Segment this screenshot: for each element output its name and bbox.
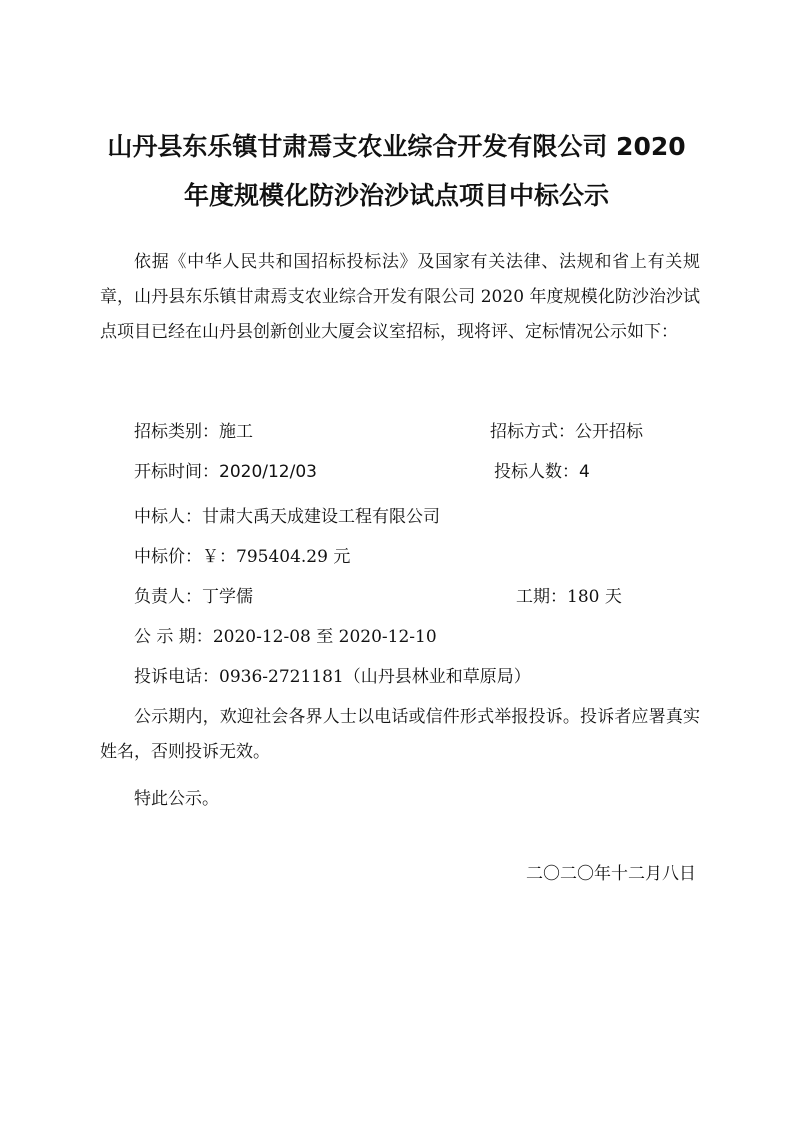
complaint-label: 投诉电话：	[134, 667, 219, 687]
closing-text: 特此公示。	[134, 789, 219, 809]
duration-value: 180 天	[567, 587, 622, 607]
manager-value: 丁学儒	[202, 587, 253, 607]
document-title-line2: 年度规模化防沙治沙试点项目中标公示	[183, 181, 609, 210]
notice-paragraph: 公示期内，欢迎社会各界人士以电话或信件形式举报投诉。投诉者应署真实姓名，否则投诉无效。	[100, 707, 700, 762]
intro-paragraph: 依据《中华人民共和国招标投标法》及国家有关法律、法规和省上有关规章，山丹县东乐镇甘肃焉支农业综合开发有限公司 2020 年度规模化防沙治沙试点项目已经在山丹县创新创业大厦会议室招标，现将评、定标情况公示如下：	[100, 252, 700, 342]
manager	[134, 586, 253, 608]
open-time-value: 2020/12/03	[219, 462, 317, 482]
duration	[516, 586, 622, 608]
bid-category-label: 招标类别：	[134, 422, 219, 442]
winner-value: 甘肃大禹天成建设工程有限公司	[202, 507, 440, 527]
bidder-count-label: 投标人数：	[494, 462, 579, 482]
duration-label: 工期：	[516, 587, 567, 607]
period-label: 公 示 期：	[134, 627, 213, 647]
price-value: ￥：795404.29 元	[202, 547, 351, 567]
complaint-value: 0936-2721181（山丹县林业和草原局）	[219, 667, 531, 687]
bidder-count	[494, 461, 590, 483]
winner-label: 中标人：	[134, 507, 202, 527]
publicity-period	[134, 626, 437, 648]
bid-category-value: 施工	[219, 422, 253, 442]
complaint-phone	[134, 666, 531, 688]
manager-label: 负责人：	[134, 587, 202, 607]
bid-method-label: 招标方式：	[490, 422, 575, 442]
bidder-count-value: 4	[579, 462, 590, 482]
period-value: 2020-12-08 至 2020-12-10	[212, 627, 437, 647]
document-title-line1: 山丹县东乐镇甘肃焉支农业综合开发有限公司 2020	[107, 132, 686, 161]
open-time	[134, 461, 317, 483]
bid-category	[134, 421, 253, 443]
bid-method-value: 公开招标	[575, 422, 643, 442]
bid-method	[490, 421, 643, 443]
winner	[134, 506, 440, 528]
price-label: 中标价：	[134, 547, 202, 567]
winning-price	[134, 546, 350, 568]
document-date: 二〇二〇年十二月八日	[526, 864, 696, 884]
open-time-label: 开标时间：	[134, 462, 219, 482]
